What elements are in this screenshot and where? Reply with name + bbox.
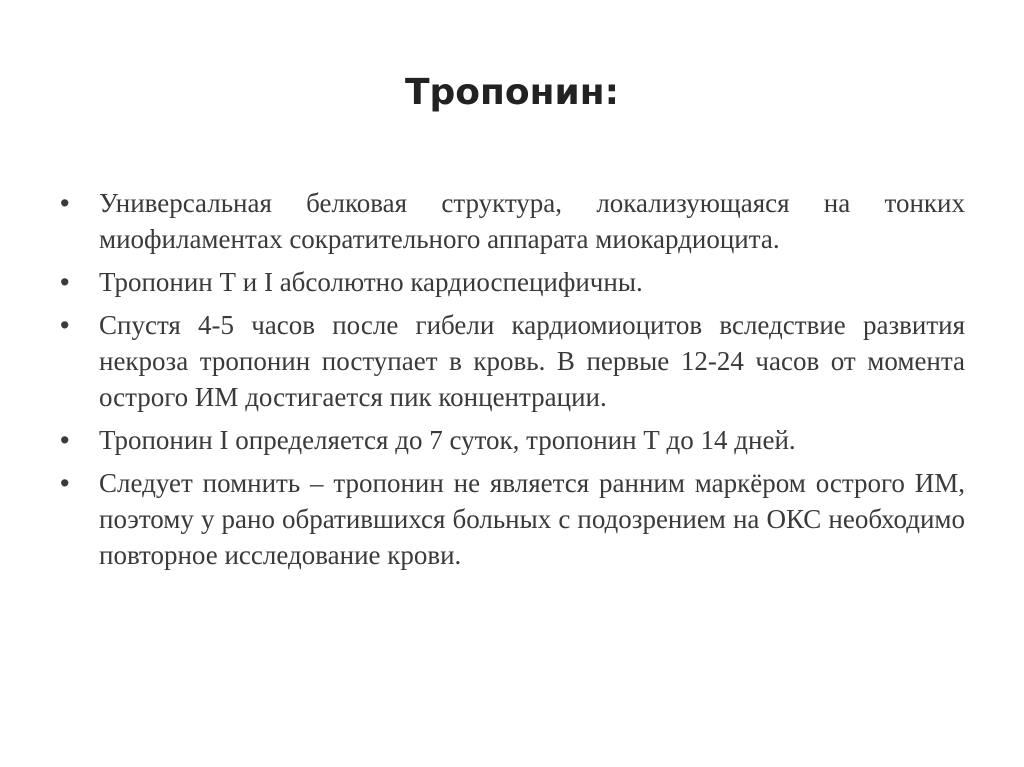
bullet-item bbox=[60, 185, 965, 257]
bullet-text: Следует помнить – тропонин не является ранним маркёром острого ИМ, поэтому у рано обратившихся больных с подозрением на ОКС необходимо повторное исследование крови. bbox=[99, 468, 965, 570]
bullet-text: Тропонин Т и I абсолютно кардиоспецифичны. bbox=[99, 267, 643, 297]
bullet-icon: • bbox=[60, 188, 70, 218]
bullet-text: Тропонин I определяется до 7 суток, тропонин Т до 14 дней. bbox=[99, 425, 796, 455]
bullet-icon: • bbox=[60, 468, 70, 498]
bullet-list bbox=[60, 185, 965, 580]
bullet-item bbox=[60, 307, 965, 415]
bullet-text: Спустя 4-5 часов после гибели кардиомиоцитов вследствие развития некроза тропонин поступает в кровь. В первые 12-24 часов от момента острого ИМ достигается пик концентрации. bbox=[99, 310, 965, 412]
bullet-icon: • bbox=[60, 267, 70, 297]
slide-title: Тропонин: bbox=[404, 72, 620, 113]
bullet-icon: • bbox=[60, 310, 70, 340]
bullet-item bbox=[60, 264, 965, 300]
bullet-item bbox=[60, 422, 965, 458]
bullet-text: Универсальная белковая структура, локализующаяся на тонких миофиламентах сократительного аппарата миокардиоцита. bbox=[99, 188, 965, 254]
bullet-icon: • bbox=[60, 425, 70, 455]
bullet-item bbox=[60, 465, 965, 573]
